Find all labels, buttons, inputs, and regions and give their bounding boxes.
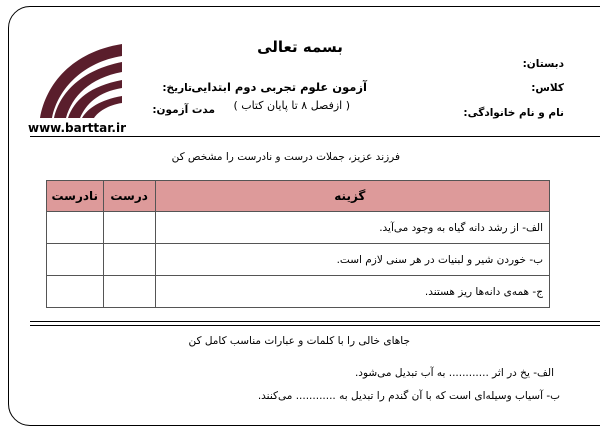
false-answer-cell[interactable] (47, 212, 104, 244)
statement-text: ج- همه‌ی دانه‌ها ریز هستند. (155, 276, 549, 308)
statement-text: ب- خوردن شیر و لبنیات در هر سنی لازم است. (155, 244, 549, 276)
table-row (47, 276, 550, 308)
false-answer-cell[interactable] (47, 244, 104, 276)
date-label: تاریخ: (162, 82, 192, 94)
table-header-row (47, 181, 550, 212)
true-false-table (46, 180, 550, 308)
column-header-false: نادرست (47, 181, 104, 212)
section1-instruction: فرزند عزیز، جملات درست و نادرست را مشخص کن (171, 151, 400, 163)
class-label: کلاس: (531, 82, 564, 94)
table-row (47, 244, 550, 276)
column-header-option: گزینه (155, 181, 549, 212)
header-divider (30, 136, 600, 137)
fill-blank-item: الف- یخ در اثر ............ به آب تبدیل می‌شود. (354, 367, 554, 379)
section2-instruction: جاهای خالی را با کلمات و عبارات مناسب کامل کن (188, 335, 410, 347)
name-label: نام و نام خانوادگی: (463, 107, 564, 119)
fill-blank-item: ب- آسیاب وسیله‌ای است که با آن گندم را تبدیل به ............ می‌کنند. (257, 390, 560, 402)
duration-label: مدت آزمون: (152, 104, 215, 116)
school-label: دبستان: (522, 58, 564, 70)
column-header-true: درست (103, 181, 155, 212)
false-answer-cell[interactable] (47, 276, 104, 308)
statement-text: الف- از رشد دانه گیاه به وجود می‌آید. (155, 212, 549, 244)
true-answer-cell[interactable] (103, 212, 155, 244)
true-answer-cell[interactable] (103, 276, 155, 308)
exam-subtitle: ( ازفصل ۸ تا پایان کتاب ) (233, 99, 350, 112)
exam-title: آزمون علوم تجربی دوم ابتدایی (191, 80, 367, 94)
true-answer-cell[interactable] (103, 244, 155, 276)
table-row (47, 212, 550, 244)
section-divider-thin (30, 325, 600, 326)
basmala-title: بسمه تعالی (257, 38, 343, 56)
section-divider (30, 321, 600, 322)
website-url: www.barttar.ir (28, 121, 127, 135)
